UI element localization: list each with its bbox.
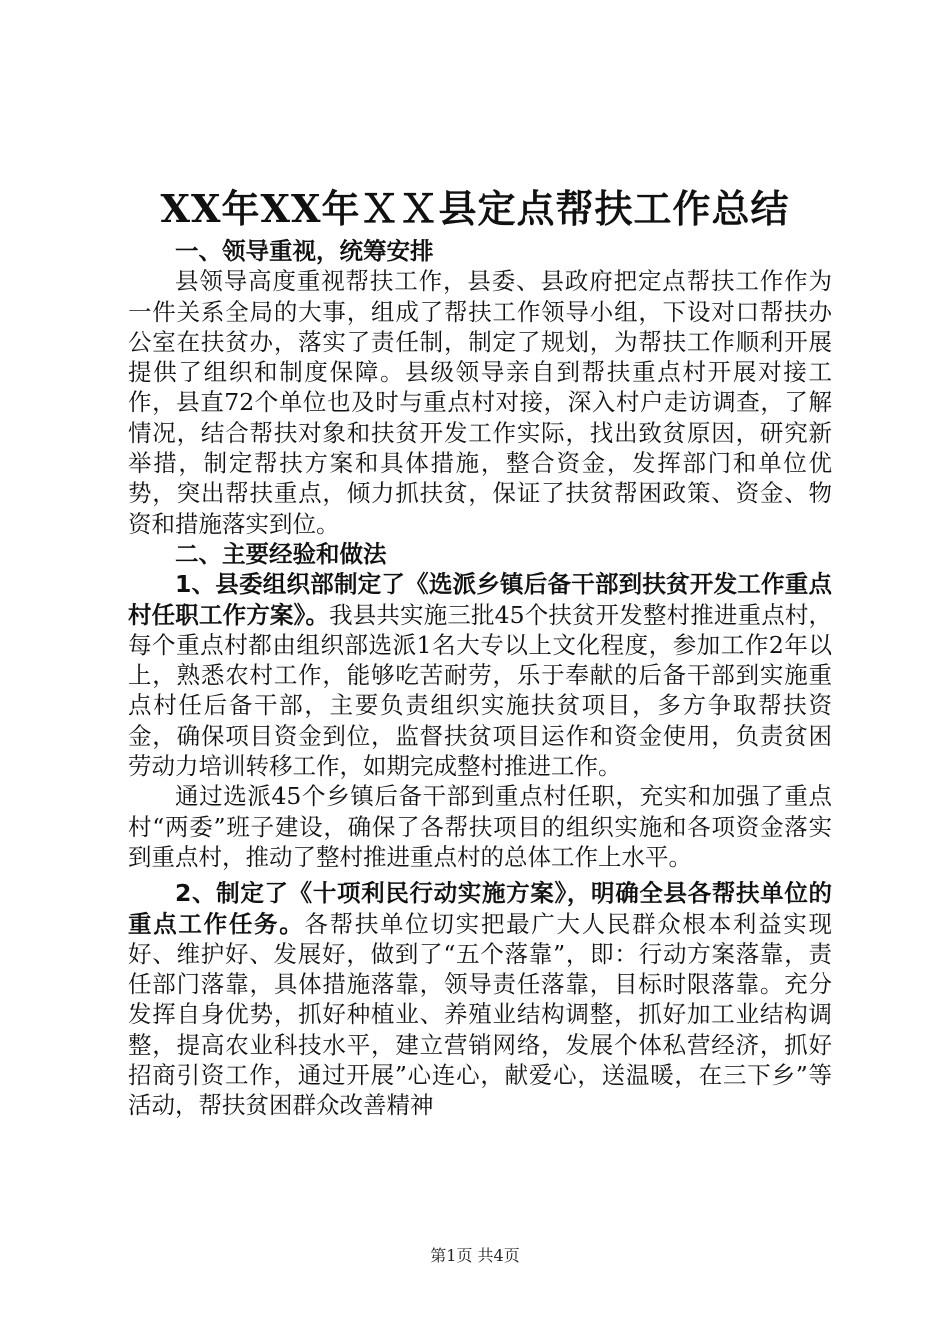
section-heading-1: 一、领导重视，统筹安排 [175,237,434,265]
item-1-lead: 1、县委组织部制定了《选派乡镇后备干部到扶贫开发工作重点村任职工作方案》。 [128,570,832,629]
section-heading-2: 二、主要经验和做法 [175,539,387,568]
item-2-paragraph [128,878,832,1120]
section-1-paragraph: 县领导高度重视帮扶工作，县委、县政府把定点帮扶工作作为一件关系全局的大事，组成了帮扶工作领导小组，下设对口帮扶办公室在扶贫办，落实了责任制，制定了规划，为帮扶工作顺利开展提供了组织和制度保障。县级领导亲自到帮扶重点村开展对接工作，县直72个单位也及时与重点村对接，深入村户走访调查，了解情况，结合帮扶对象和扶贫开发工作实际，找出致贫原因，研究新举措，制定帮扶方案和具体措施，整合资金，发挥部门和单位优势，突出帮扶重点，倾力抓扶贫，保证了扶贫帮困政策、资金、物资和措施落实到位。 [128,267,832,538]
item-1-followup-paragraph: 通过选派45个乡镇后备干部到重点村任职，充实和加强了重点村“两委”班子建设，确保了各帮扶项目的组织实施和各项资金落实到重点村，推动了整村推进重点村的总体工作上水平。 [128,782,832,871]
item-1-paragraph [128,569,832,781]
item-2-text: 各帮扶单位切实把最广大人民群众根本利益实现好、维护好、发展好，做到了“五个落靠”，即：行动方案落靠，责任部门落靠，具体措施落靠，领导责任落靠，目标时限落靠。充分发挥自身优势，抓好种植业、养殖业结构调整，抓好加工业结构调整，提高农业科技水平，建立营销网络，发展个体私营经济，抓好招商引资工作，通过开展”心连心，献爱心，送温暖，在三下乡”等活动，帮扶贫困群众改善精神 [128,909,833,1120]
page-footer: 第1页 共4页 [430,1246,520,1265]
document-title: XX年XX年ＸＸ县定点帮扶工作总结 [160,186,790,231]
item-1-text: 我县共实施三批45个扶贫开发整村推进重点村，每个重点村都由组织部选派1名大专以上文化程度，参加工作2年以上，熟悉农村工作，能够吃苦耐劳，乐于奉献的后备干部到实施重点村任后备干部，主要负责组织实施扶贫项目，多方争取帮扶资金，确保项目资金到位，监督扶贫项目运作和资金使用，负责贫困劳动力培训转移工作，如期完成整村推进工作。 [128,600,833,781]
item-2-lead: 2、制定了《十项利民行动实施方案》，明确全县各帮扶单位的重点工作任务。 [128,879,832,938]
document-body [128,236,832,1121]
